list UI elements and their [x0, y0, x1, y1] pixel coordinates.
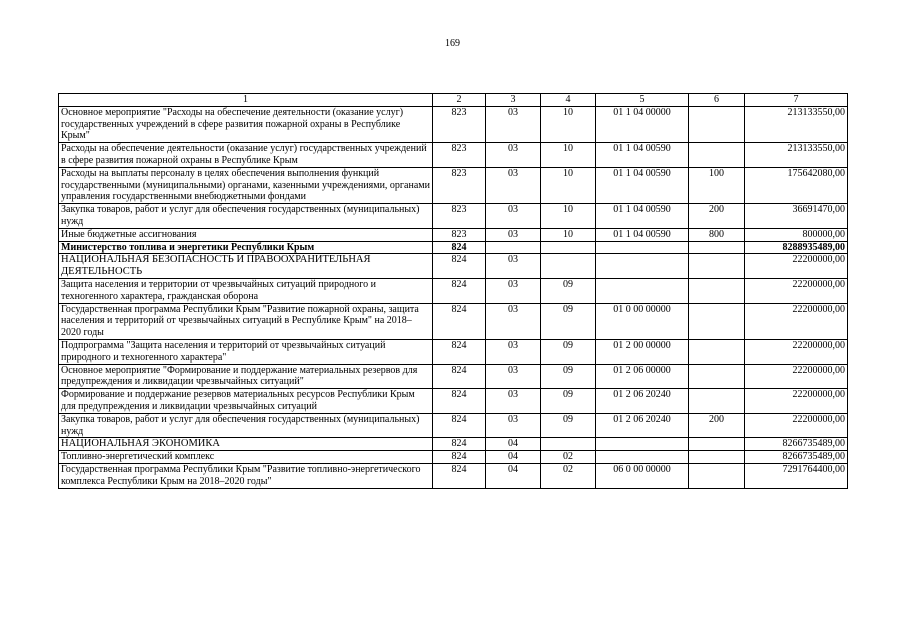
header-col-5: 5 [596, 94, 689, 107]
table-row [59, 451, 848, 464]
target-article-cell: 01 1 04 00590 [596, 204, 689, 229]
section-code-cell: 03 [486, 303, 541, 339]
table-row [59, 339, 848, 364]
row-name-cell: Подпрограмма "Защита населения и территорий от чрезвычайных ситуаций природного и техногенного характера" [59, 339, 433, 364]
table-row [59, 364, 848, 389]
expense-type-cell [689, 303, 745, 339]
ministry-code-cell: 823 [433, 204, 486, 229]
section-code-cell: 03 [486, 167, 541, 203]
amount-cell: 22200000,00 [745, 254, 848, 279]
amount-cell: 22200000,00 [745, 413, 848, 438]
expense-type-cell [689, 143, 745, 168]
table-row [59, 254, 848, 279]
ministry-code-cell: 824 [433, 451, 486, 464]
amount-cell: 7291764400,00 [745, 463, 848, 488]
ministry-code-cell: 824 [433, 278, 486, 303]
subsection-code-cell: 09 [541, 303, 596, 339]
expense-type-cell [689, 438, 745, 451]
ministry-code-cell: 824 [433, 364, 486, 389]
section-code-cell: 03 [486, 106, 541, 142]
target-article-cell: 01 1 04 00000 [596, 106, 689, 142]
ministry-code-cell: 823 [433, 143, 486, 168]
expense-type-cell: 100 [689, 167, 745, 203]
subsection-code-cell: 09 [541, 364, 596, 389]
subsection-code-cell: 10 [541, 204, 596, 229]
subsection-code-cell: 10 [541, 228, 596, 241]
subsection-code-cell [541, 438, 596, 451]
table-row [59, 463, 848, 488]
table-row [59, 143, 848, 168]
target-article-cell [596, 438, 689, 451]
expense-type-cell [689, 278, 745, 303]
section-code-cell: 03 [486, 278, 541, 303]
row-name-cell: Государственная программа Республики Крым "Развитие пожарной охраны, защита населения и территорий от чрезвычайных ситуаций в Республике Крым" на 2018–2020 годы [59, 303, 433, 339]
section-code-cell: 03 [486, 413, 541, 438]
row-name-cell: Закупка товаров, работ и услуг для обеспечения государственных (муниципальных) нужд [59, 204, 433, 229]
ministry-code-cell: 824 [433, 438, 486, 451]
subsection-code-cell: 09 [541, 339, 596, 364]
ministry-code-cell: 824 [433, 463, 486, 488]
table-row [59, 413, 848, 438]
ministry-code-cell: 824 [433, 303, 486, 339]
subsection-code-cell: 02 [541, 451, 596, 464]
amount-cell: 213133550,00 [745, 143, 848, 168]
page-number: 169 [445, 38, 460, 49]
expense-type-cell [689, 241, 745, 254]
table-header-row [59, 94, 848, 107]
target-article-cell: 01 0 00 00000 [596, 303, 689, 339]
header-col-2: 2 [433, 94, 486, 107]
target-article-cell: 01 2 06 20240 [596, 389, 689, 414]
ministry-code-cell: 824 [433, 241, 486, 254]
amount-cell: 8266735489,00 [745, 438, 848, 451]
amount-cell: 8266735489,00 [745, 451, 848, 464]
target-article-cell [596, 254, 689, 279]
table-row [59, 278, 848, 303]
expense-type-cell: 200 [689, 204, 745, 229]
table-row [59, 241, 848, 254]
target-article-cell: 01 2 06 00000 [596, 364, 689, 389]
ministry-code-cell: 824 [433, 339, 486, 364]
table-body [59, 94, 848, 489]
section-code-cell [486, 241, 541, 254]
expense-type-cell [689, 463, 745, 488]
section-code-cell: 03 [486, 389, 541, 414]
target-article-cell [596, 241, 689, 254]
section-code-cell: 03 [486, 143, 541, 168]
table-row [59, 167, 848, 203]
table-row [59, 204, 848, 229]
amount-cell: 36691470,00 [745, 204, 848, 229]
header-col-6: 6 [689, 94, 745, 107]
budget-table [58, 93, 848, 489]
row-name-cell: Министерство топлива и энергетики Республики Крым [59, 241, 433, 254]
target-article-cell: 01 2 00 00000 [596, 339, 689, 364]
ministry-code-cell: 824 [433, 254, 486, 279]
subsection-code-cell: 10 [541, 106, 596, 142]
table-row [59, 106, 848, 142]
subsection-code-cell [541, 254, 596, 279]
row-name-cell: Государственная программа Республики Крым "Развитие топливно-энергетического комплекса Республики Крым на 2018–2020 годы" [59, 463, 433, 488]
table-row [59, 228, 848, 241]
section-code-cell: 04 [486, 463, 541, 488]
row-name-cell: Расходы на выплаты персоналу в целях обеспечения выполнения функций государственными (муниципальными) органами, казенными учреждениями, органами управления государственными внебюджетными фондами [59, 167, 433, 203]
target-article-cell [596, 278, 689, 303]
amount-cell: 22200000,00 [745, 389, 848, 414]
expense-type-cell: 800 [689, 228, 745, 241]
amount-cell: 22200000,00 [745, 303, 848, 339]
subsection-code-cell: 02 [541, 463, 596, 488]
row-name-cell: Основное мероприятие "Формирование и поддержание материальных резервов для предупреждения и ликвидации чрезвычайных ситуаций" [59, 364, 433, 389]
row-name-cell: Формирование и поддержание резервов материальных ресурсов Республики Крым для предупреждения и ликвидации чрезвычайных ситуаций [59, 389, 433, 414]
expense-type-cell [689, 451, 745, 464]
table-row [59, 438, 848, 451]
ministry-code-cell: 823 [433, 106, 486, 142]
amount-cell: 800000,00 [745, 228, 848, 241]
table-row [59, 303, 848, 339]
row-name-cell: Защита населения и территории от чрезвычайных ситуаций природного и техногенного характера, гражданская оборона [59, 278, 433, 303]
subsection-code-cell: 09 [541, 413, 596, 438]
section-code-cell: 03 [486, 364, 541, 389]
row-name-cell: Топливно-энергетический комплекс [59, 451, 433, 464]
expense-type-cell [689, 364, 745, 389]
ministry-code-cell: 823 [433, 167, 486, 203]
amount-cell: 22200000,00 [745, 364, 848, 389]
row-name-cell: Расходы на обеспечение деятельности (оказание услуг) государственных учреждений в сфере развития пожарной охраны в Республике Крым [59, 143, 433, 168]
amount-cell: 22200000,00 [745, 339, 848, 364]
header-col-4: 4 [541, 94, 596, 107]
amount-cell: 8288935489,00 [745, 241, 848, 254]
table-row [59, 389, 848, 414]
target-article-cell: 01 1 04 00590 [596, 167, 689, 203]
expense-type-cell [689, 254, 745, 279]
ministry-code-cell: 824 [433, 389, 486, 414]
amount-cell: 175642080,00 [745, 167, 848, 203]
amount-cell: 22200000,00 [745, 278, 848, 303]
section-code-cell: 03 [486, 204, 541, 229]
row-name-cell: Иные бюджетные ассигнования [59, 228, 433, 241]
section-code-cell: 03 [486, 339, 541, 364]
expense-type-cell [689, 339, 745, 364]
subsection-code-cell: 10 [541, 167, 596, 203]
section-code-cell: 04 [486, 451, 541, 464]
section-code-cell: 04 [486, 438, 541, 451]
ministry-code-cell: 823 [433, 228, 486, 241]
target-article-cell: 06 0 00 00000 [596, 463, 689, 488]
expense-type-cell [689, 106, 745, 142]
subsection-code-cell: 09 [541, 278, 596, 303]
section-code-cell: 03 [486, 228, 541, 241]
row-name-cell: НАЦИОНАЛЬНАЯ ЭКОНОМИКА [59, 438, 433, 451]
header-col-3: 3 [486, 94, 541, 107]
subsection-code-cell: 09 [541, 389, 596, 414]
ministry-code-cell: 824 [433, 413, 486, 438]
target-article-cell [596, 451, 689, 464]
target-article-cell: 01 1 04 00590 [596, 143, 689, 168]
target-article-cell: 01 2 06 20240 [596, 413, 689, 438]
row-name-cell: Основное мероприятие "Расходы на обеспечение деятельности (оказание услуг) государственных учреждений в сфере развития пожарной охраны в Республике Крым" [59, 106, 433, 142]
header-col-1: 1 [59, 94, 433, 107]
section-code-cell: 03 [486, 254, 541, 279]
row-name-cell: НАЦИОНАЛЬНАЯ БЕЗОПАСНОСТЬ И ПРАВООХРАНИТЕЛЬНАЯ ДЕЯТЕЛЬНОСТЬ [59, 254, 433, 279]
amount-cell: 213133550,00 [745, 106, 848, 142]
target-article-cell: 01 1 04 00590 [596, 228, 689, 241]
subsection-code-cell [541, 241, 596, 254]
row-name-cell: Закупка товаров, работ и услуг для обеспечения государственных (муниципальных) нужд [59, 413, 433, 438]
subsection-code-cell: 10 [541, 143, 596, 168]
expense-type-cell [689, 389, 745, 414]
expense-type-cell: 200 [689, 413, 745, 438]
header-col-7: 7 [745, 94, 848, 107]
